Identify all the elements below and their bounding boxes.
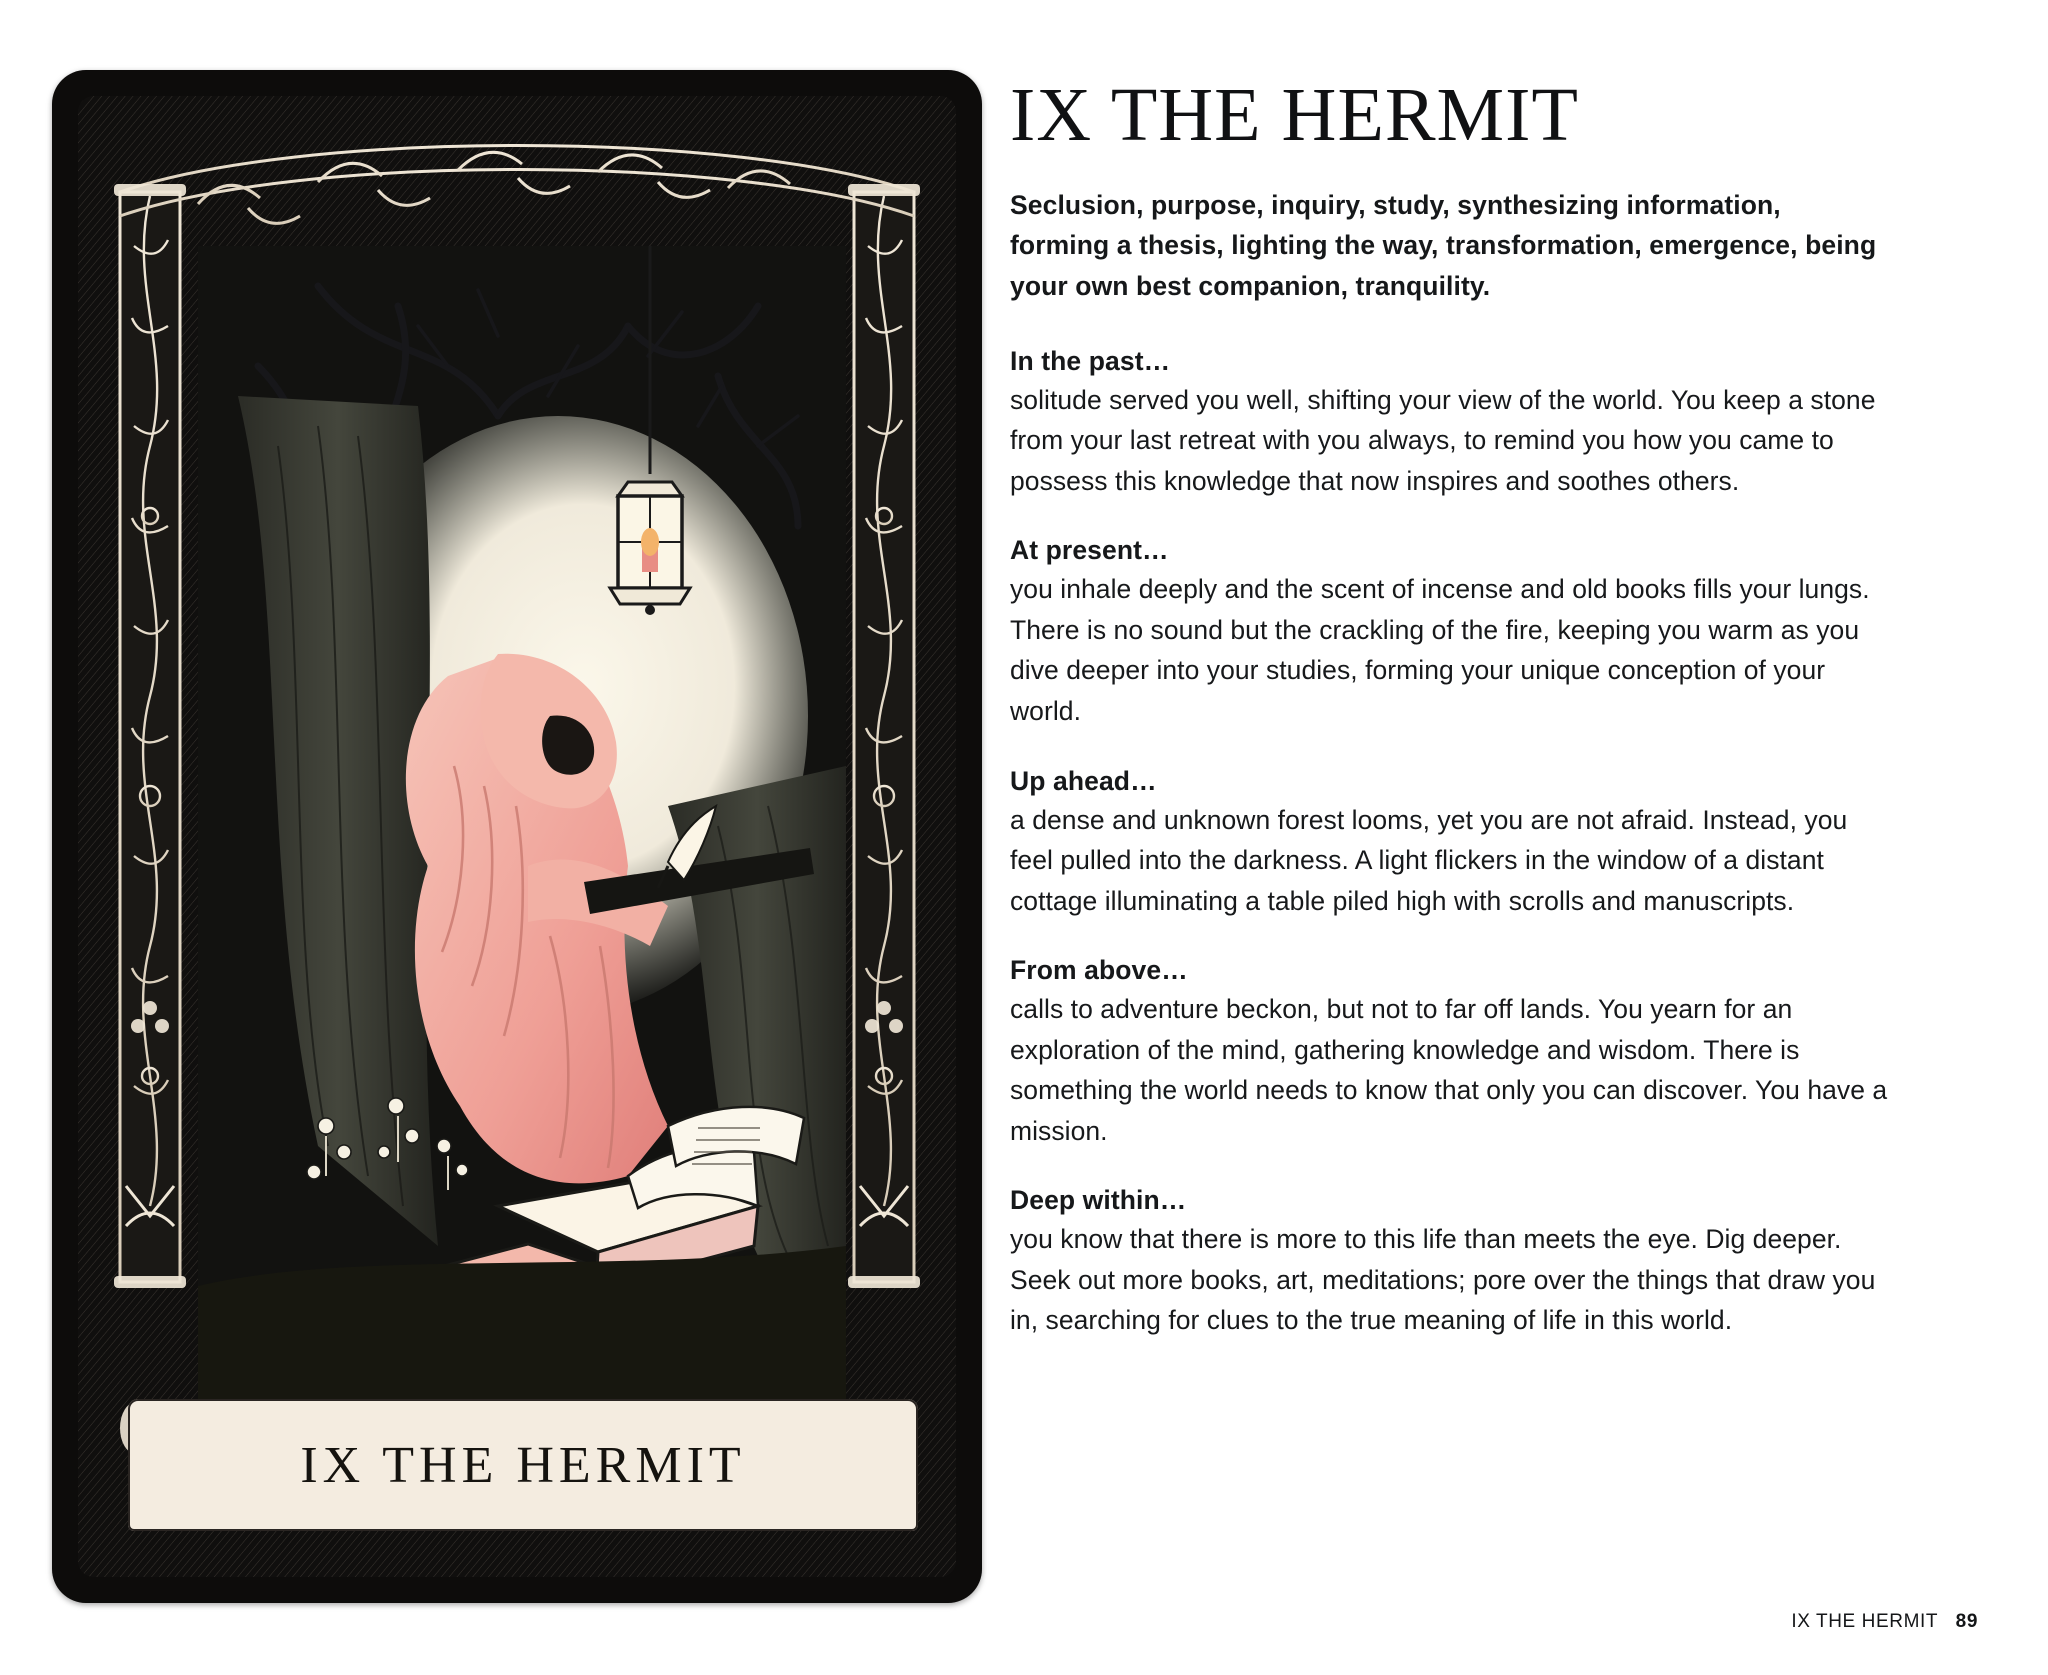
- section-label: In the past…: [1010, 345, 1171, 376]
- card-pane: [0, 0, 1010, 1675]
- section-body: a dense and unknown forest looms, yet you are not afraid. Instead, you feel pulled into the darkness. A light flickers in the window of a distant cottage illuminating a table piled high with scrolls and manuscripts.: [1010, 804, 1848, 916]
- keywords-paragraph: Seclusion, purpose, inquiry, study, synthesizing information, forming a thesis, lighting the way, transformation, emergence, being your own best companion, tranquility.: [1010, 190, 1877, 301]
- section-body: you know that there is more to this life than meets the eye. Dig deeper. Seek out more books, art, meditations; pore over the things that draw you in, searching for clues to the true meaning of life in this world.: [1010, 1224, 1876, 1336]
- card-title-text: IX THE HERMIT: [300, 1436, 746, 1494]
- section-body: you inhale deeply and the scent of incense and old books fills your lungs. There is no sound but the crackling of the fire, keeping you warm as you dive deeper into your studies, forming your unique conception of your world.: [1010, 574, 1870, 726]
- section-body: calls to adventure beckon, but not to far off lands. You yearn for an exploration of the mind, gathering knowledge and wisdom. There is something the world needs to know that only you can discover. You have a mission.: [1010, 994, 1888, 1146]
- page-title: IX THE HERMIT: [1010, 73, 1579, 157]
- card-title-plate: [128, 1399, 918, 1531]
- tarot-card-inner: [78, 96, 956, 1577]
- text-pane: [1010, 0, 2048, 1675]
- section-body: solitude served you well, shifting your view of the world. You keep a stone from your last retreat with you always, to remind you how you came to possess this knowledge that now inspires and soothes others.: [1010, 384, 1876, 496]
- section-label: At present…: [1010, 535, 1169, 566]
- card-illustration: [198, 246, 846, 1412]
- section-label: Up ahead…: [1010, 765, 1157, 796]
- section-from-above: [1010, 955, 1890, 1151]
- section-in-the-past: [1010, 346, 1890, 502]
- hermit-scene-icon: [198, 246, 846, 1412]
- page-number: 89: [1955, 1611, 1978, 1632]
- section-up-ahead: [1010, 766, 1890, 922]
- section-label: From above…: [1010, 955, 1188, 986]
- section-at-present: [1010, 535, 1890, 731]
- running-head: IX THE HERMIT: [1791, 1611, 1938, 1632]
- page-footer: [1791, 1611, 1978, 1633]
- tarot-card: [52, 70, 982, 1603]
- section-label: Deep within…: [1010, 1185, 1187, 1216]
- section-deep-within: [1010, 1185, 1890, 1341]
